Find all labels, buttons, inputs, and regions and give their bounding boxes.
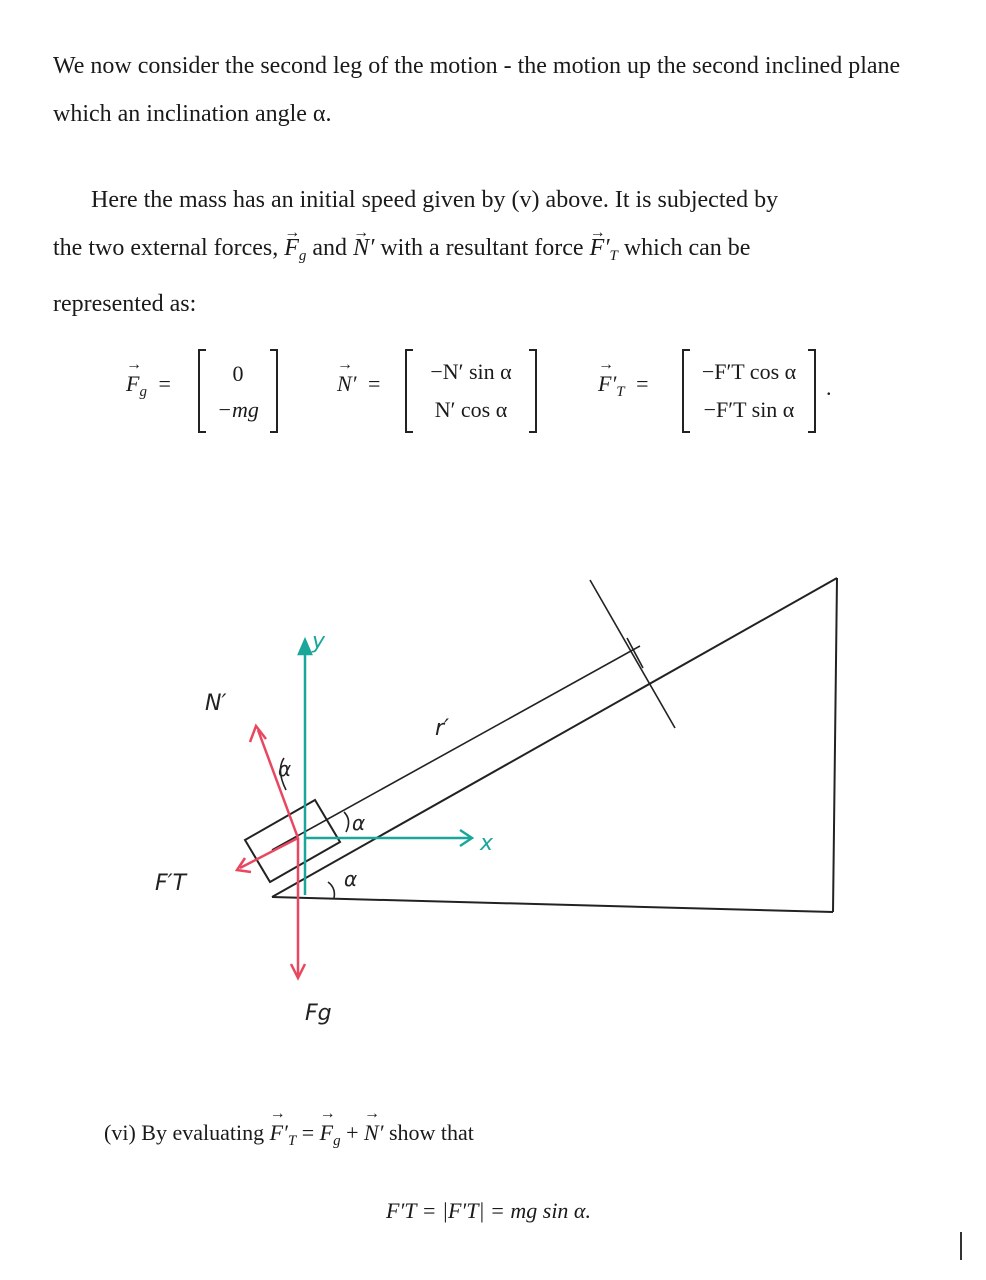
tick-line (590, 580, 675, 728)
force-vectors (237, 726, 305, 978)
forces-line-3: represented as: (53, 291, 197, 317)
ft-matrix: −F′T cos α −F′T sin α (682, 349, 816, 433)
fg-label: Fg (305, 1001, 332, 1026)
incline-base (272, 897, 833, 912)
y-axis-label: y (312, 629, 326, 654)
tick-small (627, 638, 643, 668)
intro-paragraph (53, 42, 908, 138)
alpha-label-base: α (344, 867, 358, 891)
y-axis-arrowhead (299, 640, 311, 654)
incline-triangle (272, 578, 837, 912)
incline-hypotenuse (272, 578, 837, 897)
alpha-label-normal: α (278, 757, 292, 781)
ft-equation-lhs: → $F'_T$ = (598, 371, 649, 401)
n-prime-label: N′ (205, 691, 227, 716)
n-equation-lhs: → N′ = (337, 371, 380, 397)
alpha-arc-base (328, 882, 334, 898)
alpha-label-block: α (352, 811, 366, 835)
x-axis-label: x (480, 831, 494, 856)
fg-matrix: 0 −mg (198, 349, 278, 433)
ft-prime-label: F′T (155, 871, 187, 896)
n-matrix: −N′ sin α N′ cos α (405, 349, 537, 433)
forces-line-1: Here the mass has an initial speed given by (v) above. It is subjected by (91, 187, 779, 213)
xy-axes (299, 640, 472, 895)
forces-paragraph (53, 176, 908, 328)
ft-symbol: → F′ (590, 224, 610, 272)
n-prime-vector-arrowhead (250, 726, 266, 742)
r-prime-label: r′ (435, 716, 450, 741)
n-symbol: → N′ (353, 224, 374, 272)
equation-period: . (826, 375, 832, 400)
ft-prime-vector (240, 838, 298, 868)
result-equation: F′T = |F′T| = mg sin α. (386, 1198, 591, 1223)
incline-vertical-side (833, 578, 837, 912)
inclined-plane-diagram (100, 550, 860, 1050)
intro-text: We now consider the second leg of the motion - the motion up the second inclined plane which an inclination angle α. (53, 53, 901, 127)
forces-line-2: the two external forces, → $F_g$ and → N′ with a resultant force → $F'_T$ which can be (53, 224, 908, 280)
text-cursor (960, 1232, 962, 1260)
fg-equation-lhs: → $F_g$ = (126, 371, 171, 401)
alpha-arc-block (344, 812, 349, 832)
question-vi: (vi) By evaluating → $F'_T$ = → $F_g$ + → N′ show that (104, 1120, 474, 1150)
fg-symbol: → F (284, 224, 299, 272)
